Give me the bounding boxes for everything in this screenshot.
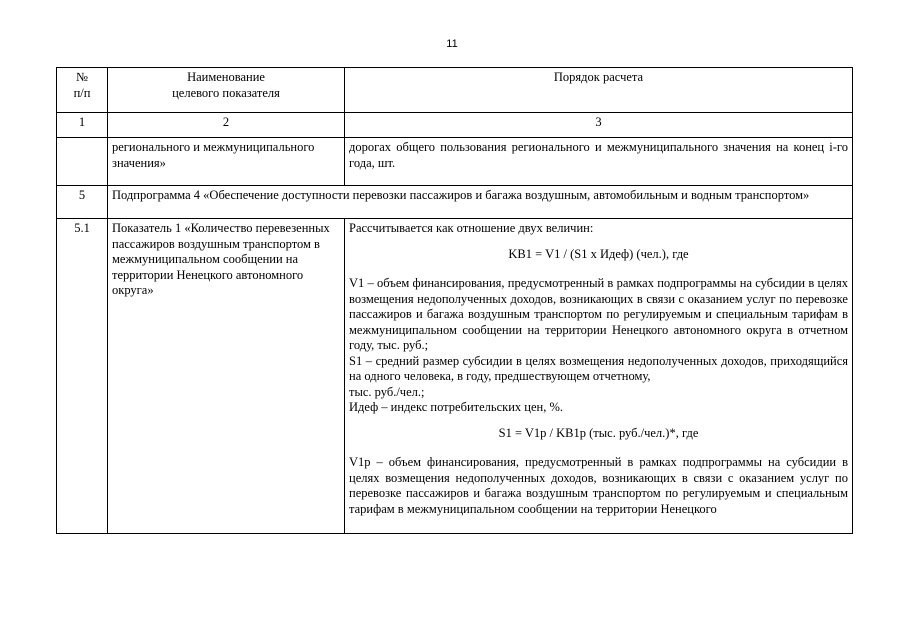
indicator-table bbox=[56, 67, 853, 534]
column-number-2: 2 bbox=[108, 113, 345, 138]
subprogram-title: Подпрограмма 4 «Обеспечение доступности перевозки пассажиров и багажа воздушным, автомобильным и водным транспортом» bbox=[108, 186, 853, 219]
formula-s1: S1 = V1p / KB1p (тыс. руб./чел.)*, где bbox=[498, 425, 699, 440]
table-row-indicator bbox=[57, 219, 853, 534]
column-numbers-row bbox=[57, 113, 853, 138]
table-row-continued bbox=[57, 138, 853, 186]
header-col-number: № п/п bbox=[57, 68, 108, 113]
row-continued-num bbox=[57, 138, 108, 186]
formula-kb1: KB1 = V1 / (S1 x Идеф) (чел.), где bbox=[508, 246, 689, 261]
indicator-name: Показатель 1 «Количество перевезенных пассажиров воздушным транспортом в межмуниципальном сообщении на территории Ненецкого автономного округа» bbox=[108, 219, 345, 534]
column-number-1: 1 bbox=[57, 113, 108, 138]
row-continued-calculation: дорогах общего пользования регионального и межмуниципального значения на конец i-го года, шт. bbox=[345, 138, 853, 186]
row-continued-name: регионального и межмуниципального значения» bbox=[108, 138, 345, 186]
definition-v1p: V1p – объем финансирования, предусмотренный в рамках подпрограммы на субсидии в целях возмещения недополученных доходов, возникающих в связи с оказанием услуг по перевозке пассажиров и багажа воздушным транспортом по регулируемым и специальным тарифам в межмуниципальном сообщении на территории Ненецкого bbox=[349, 455, 848, 516]
table-row-subprogram bbox=[57, 186, 853, 219]
definition-s1-units: тыс. руб./чел.; bbox=[349, 384, 425, 399]
column-number-3: 3 bbox=[345, 113, 853, 138]
indicator-num: 5.1 bbox=[57, 219, 108, 534]
table-header-row bbox=[57, 68, 853, 113]
page-number: 11 bbox=[446, 38, 458, 50]
definition-v1: V1 – объем финансирования, предусмотренный в рамках подпрограммы на субсидии в целях возмещения недополученных доходов, возникающих в связи с оказанием услуг по перевозке пассажиров и багажа воздушным транспортом по регулируемым и специальным тарифам в межмуниципальном сообщении на территории Ненецкого автономного округа в отчетном году, тыс. руб.; bbox=[349, 276, 848, 352]
header-col-name: Наименование целевого показателя bbox=[108, 68, 345, 113]
definition-s1: S1 – средний размер субсидии в целях возмещения недополученных доходов, приходящийся на одного человека, в году, предшествующем отчетному, bbox=[349, 353, 848, 383]
header-col-calculation: Порядок расчета bbox=[345, 68, 853, 113]
calculation-intro: Рассчитывается как отношение двух величин: bbox=[349, 221, 594, 235]
definition-idef: Идеф – индекс потребительских цен, %. bbox=[349, 400, 563, 414]
subprogram-num: 5 bbox=[57, 186, 108, 219]
indicator-calculation bbox=[345, 219, 853, 534]
